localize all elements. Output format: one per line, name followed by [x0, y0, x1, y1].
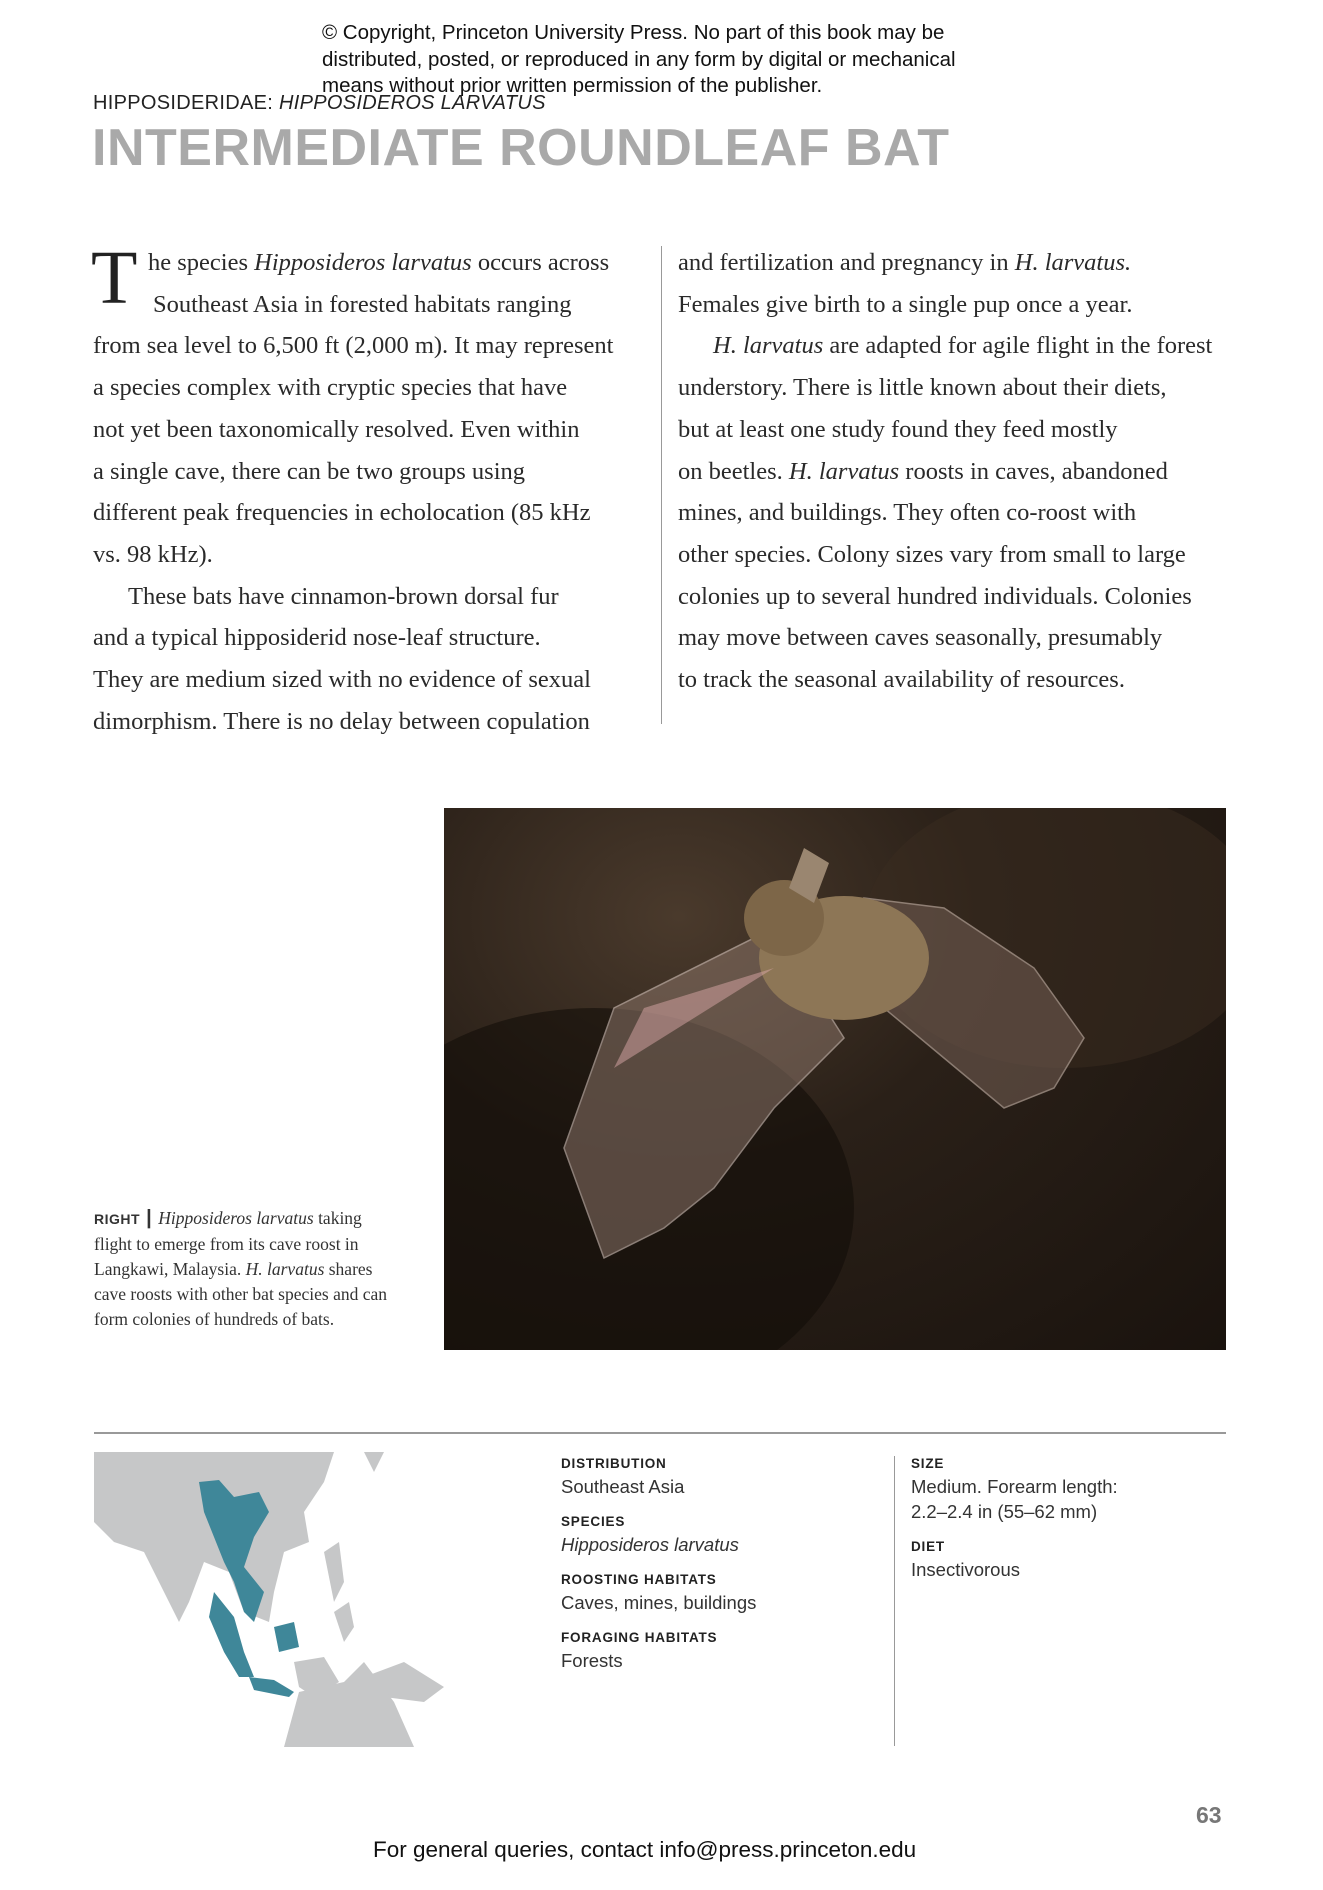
- page-title: INTERMEDIATE ROUNDLEAF BAT: [92, 119, 950, 177]
- italic-text: H. larvatus: [245, 1259, 325, 1279]
- body-line: [93, 659, 653, 701]
- species-label: SPECIES: [561, 1514, 626, 1529]
- italic-text: Hipposideros larvatus: [158, 1208, 314, 1228]
- body-line: [678, 617, 1238, 659]
- text-run: roosts in caves, abandoned: [899, 457, 1168, 485]
- body-line: [93, 534, 653, 576]
- body-line: [93, 492, 653, 534]
- body-line: [93, 325, 653, 367]
- text-run: and a typical hipposiderid nose-leaf structure.: [93, 624, 541, 652]
- section-divider: [94, 1432, 1226, 1434]
- text-run: Females give birth to a single pup once a year.: [678, 290, 1133, 318]
- foraging-label: FORAGING HABITATS: [561, 1630, 718, 1645]
- photo-caption: [94, 1206, 404, 1332]
- body-line: [678, 367, 1238, 409]
- text-run: vs. 98 kHz).: [93, 540, 213, 568]
- text-run: different peak frequencies in echolocation (85 kHz: [93, 499, 591, 527]
- italic-text: H. larvatus: [713, 332, 824, 360]
- caption-label: RIGHT: [94, 1211, 141, 1227]
- text-run: Southeast Asia in forested habitats ranging: [153, 290, 572, 318]
- text-run: They are medium sized with no evidence of sexual: [93, 666, 591, 694]
- text-run: to track the seasonal availability of resources.: [678, 666, 1125, 694]
- text-run: a species complex with cryptic species that have: [93, 374, 568, 402]
- body-line: [93, 242, 653, 284]
- diet-value: Insectivorous: [911, 1559, 1020, 1580]
- body-line: [93, 409, 653, 451]
- text-run: other species. Colony sizes vary from small to large: [678, 540, 1186, 568]
- body-line: [678, 659, 1238, 701]
- body-line: [93, 284, 653, 326]
- italic-text: H. larvatus.: [1014, 249, 1132, 276]
- bat-photo: [444, 808, 1226, 1350]
- text-run: and fertilization and pregnancy in: [678, 249, 1015, 276]
- text-run: These bats have cinnamon-brown dorsal fur: [128, 582, 559, 610]
- size-label: SIZE: [911, 1456, 945, 1471]
- body-column-1: [91, 236, 653, 742]
- text-run: he species: [148, 249, 255, 276]
- info-divider: [894, 1456, 895, 1746]
- text-run: on beetles.: [678, 457, 789, 485]
- body-column-2: [678, 242, 1238, 701]
- footer-contact: For general queries, contact info@press.princeton.edu: [373, 1837, 917, 1862]
- text-run: understory. There is little known about their diets,: [678, 374, 1167, 402]
- body-line: [678, 409, 1238, 451]
- distribution-label: DISTRIBUTION: [561, 1456, 667, 1471]
- italic-text: Hipposideros larvatus: [254, 249, 472, 276]
- text-run: taking flight to emerge from its cave roost in Langkawi, Malaysia.: [94, 1208, 362, 1279]
- species-facts-left: [561, 1456, 861, 1688]
- body-line: [93, 701, 653, 743]
- body-line: [93, 576, 653, 618]
- species-name: HIPPOSIDEROS LARVATUS: [278, 92, 546, 114]
- size-value: Medium. Forearm length: 2.2–2.4 in (55–62 mm): [911, 1476, 1118, 1522]
- body-line: [93, 451, 653, 493]
- distribution-map: [94, 1452, 534, 1747]
- body-line: [678, 492, 1238, 534]
- copyright-line: © Copyright, Princeton University Press. No part of this book may be: [322, 21, 945, 44]
- drop-cap: T: [91, 236, 138, 320]
- distribution-value: Southeast Asia: [561, 1476, 685, 1497]
- text-run: dimorphism. There is no delay between copulation: [93, 707, 590, 735]
- column-divider: [661, 246, 662, 724]
- text-run: shares cave roosts with other bat species and can form colonies of hundreds of bats.: [94, 1259, 388, 1329]
- body-line: [678, 534, 1238, 576]
- text-run: colonies up to several hundred individuals. Colonies: [678, 582, 1192, 610]
- text-run: a single cave, there can be two groups using: [93, 457, 526, 485]
- copyright-line: distributed, posted, or reproduced in any form by digital or mechanical: [322, 47, 956, 71]
- text-run: mines, and buildings. They often co-roost with: [678, 499, 1137, 527]
- text-run: from sea level to 6,500 ft (2,000 m). It may represent: [93, 332, 614, 360]
- body-line: [678, 576, 1238, 618]
- copyright-notice: [322, 20, 1022, 100]
- body-line: [678, 451, 1238, 493]
- caption-separator: |: [140, 1207, 159, 1229]
- text-run: are adapted for agile flight in the forest: [823, 332, 1213, 360]
- body-line: [678, 325, 1238, 367]
- family-header: [93, 92, 546, 115]
- body-line: [93, 367, 653, 409]
- foraging-value: Forests: [561, 1650, 623, 1671]
- page-number: 63: [1196, 1802, 1222, 1828]
- family-name: HIPPOSIDERIDAE:: [93, 92, 274, 114]
- body-line: [678, 284, 1238, 326]
- text-run: but at least one study found they feed mostly: [678, 415, 1118, 443]
- roosting-value: Caves, mines, buildings: [561, 1592, 757, 1613]
- body-line: [678, 242, 1238, 284]
- text-run: occurs across: [471, 249, 610, 276]
- copyright-line: means without prior written permission of the publisher.: [322, 74, 823, 97]
- text-run: not yet been taxonomically resolved. Even within: [93, 415, 580, 443]
- italic-text: H. larvatus: [788, 457, 900, 485]
- text-run: may move between caves seasonally, presumably: [678, 624, 1163, 652]
- diet-label: DIET: [911, 1539, 945, 1554]
- body-line: [93, 617, 653, 659]
- species-value: Hipposideros larvatus: [561, 1534, 739, 1555]
- roosting-label: ROOSTING HABITATS: [561, 1572, 717, 1587]
- species-facts-right: [911, 1456, 1211, 1597]
